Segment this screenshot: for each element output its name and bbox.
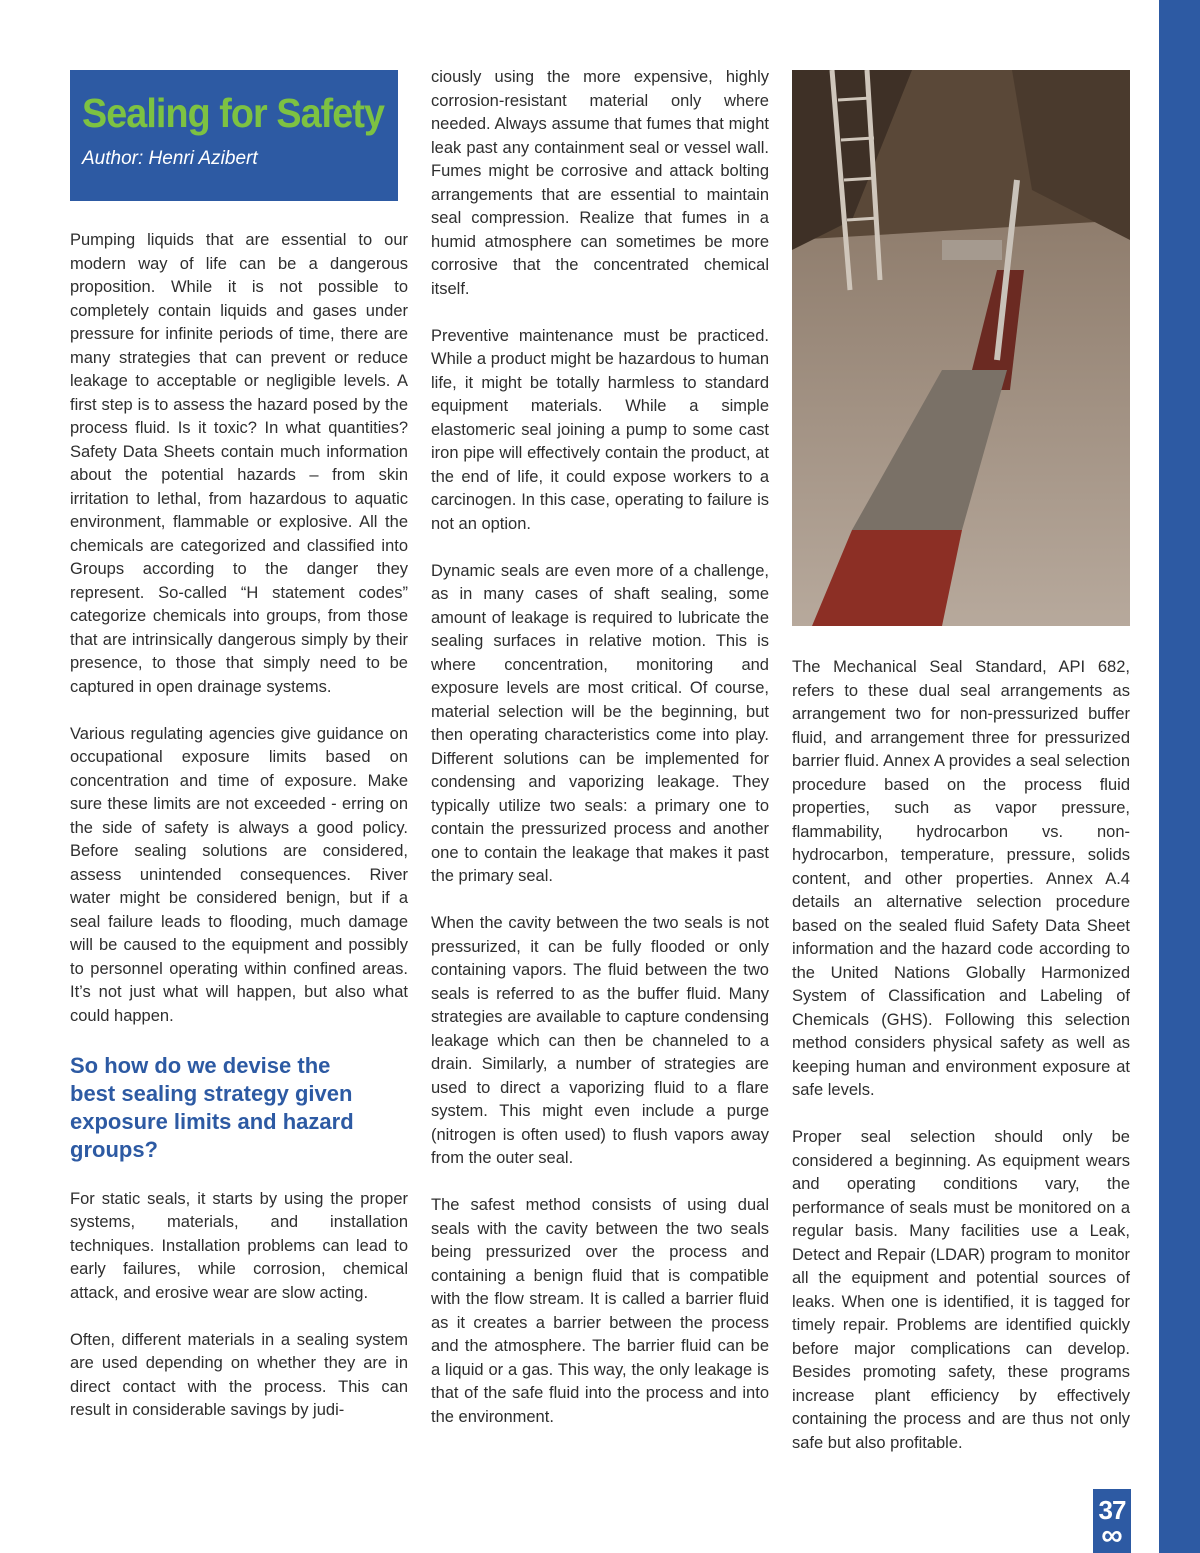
- body-paragraph: The Mechanical Seal Standard, API 682, refers to these dual seal arrangements as arrangement two for non-pressurized buffer fluid, and arrangement three for pressurized barrier fluid. Annex A provides a seal selection procedure based on the process fluid properties, such as vapor pressure, flammability, hydrocarbon vs. non-hydrocarbon, temperature, pressure, solids content, and other properties. Annex A.4 details an alternative selection procedure based on the sealed fluid Safety Data Sheet information and the hazard code according to the United Nations Globally Harmonized System of Classification and Labeling of Chemicals (GHS). Following this selection method considers physical safety as well as keeping human and environment exposure at safe levels.: [792, 658, 1130, 1099]
- article-title: Sealing for Safety: [82, 90, 385, 136]
- infinity-logo-icon: ∞: [1101, 1519, 1123, 1552]
- page-number-badge: [1093, 1489, 1131, 1553]
- body-paragraph: Often, different materials in a sealing system are used depending on whether they are in direct contact with the process. This can result in considerable savings by judi-: [70, 1330, 408, 1419]
- photo-illustration: [792, 70, 1130, 626]
- title-box: [70, 70, 398, 201]
- body-paragraph: For static seals, it starts by using the proper systems, materials, and installation techniques. Installation problems can lead to early failures, while corrosion, chemical attack, and erosive wear are slow acting.: [70, 1189, 408, 1302]
- body-paragraph: Various regulating agencies give guidance on occupational exposure limits based on concentration and time of exposure. Make sure these limits are not exceeded - erring on the side of safety is always a good policy. Before sealing solutions are considered, assess unintended consequences. River water might be considered benign, but if a seal failure leads to flooding, much damage will be caused to the equipment and possibly to personnel operating within confined areas. It’s not just what will happen, but also what could happen.: [70, 724, 408, 1025]
- body-paragraph: Dynamic seals are even more of a challenge, as in many cases of shaft sealing, some amount of leakage is required to lubricate the sealing surfaces in relative motion. This is where concentration, monitoring and exposure levels are most critical. Of course, material selection will be the beginning, but then operating characteristics come into play. Different solutions can be implemented for condensing and vaporizing leakage. They typically utilize two seals: a primary one to contain the pressurized process and another one to contain the leakage that makes it past the primary seal.: [431, 561, 769, 885]
- industrial-trench-photo: [792, 70, 1130, 626]
- article-author: Author: Henri Azibert: [82, 148, 258, 169]
- section-subheading: So how do we devise the best sealing strategy given exposure limits and hazard groups?: [70, 1052, 354, 1162]
- column-2: [431, 66, 769, 1453]
- sidebar-stripe: [1159, 0, 1200, 1553]
- body-paragraph: The safest method consists of using dual seals with the cavity between the two seals being pressurized over the process and containing a benign fluid that is compatible with the flow stream. It is called a barrier fluid as it creates a barrier between the process and the atmosphere. The barrier fluid can be a liquid or a gas. This way, the only leakage is that of the safe fluid into the process and into the environment.: [431, 1196, 769, 1426]
- body-paragraph: ciously using the more expensive, highly corrosion-resistant material only where needed. Always assume that fumes that might leak past any containment seal or vessel wall. Fumes might be corrosive and attack bolting arrangements that are essential to maintain seal compression. Realize that fumes in a humid atmosphere can sometimes be more corrosive that the concentrated chemical itself.: [431, 68, 769, 298]
- body-paragraph: Pumping liquids that are essential to our modern way of life can be a dangerous proposition. While it is not possible to completely contain liquids and gases under pressure for infinite periods of time, there are many strategies that can prevent or reduce leakage to acceptable or negligible levels. A first step is to assess the hazard posed by the process fluid. Is it toxic? In what quantities? Safety Data Sheets contain much information about the potential hazards – from skin irritation to lethal, from hazardous to aquatic environment, flammable or explosive. All the chemicals are categorized and classified into Groups according to the danger they represent. So-called “H statement codes” categorize chemicals into groups, from those that are intrinsically dangerous simply by their presence, to those that simply need to be captured in open drainage systems.: [70, 231, 408, 696]
- page-number: 37: [1098, 1495, 1126, 1525]
- body-paragraph: Preventive maintenance must be practiced. While a product might be hazardous to human life, it might be totally harmless to standard equipment materials. While a simple elastomeric seal joining a pump to some cast iron pipe will effectively contain the product, at the end of life, it could expose workers to a carcinogen. In this case, operating to failure is not an option.: [431, 326, 769, 533]
- column-3: [792, 656, 1130, 1479]
- column-1: [70, 229, 408, 1446]
- body-paragraph: When the cavity between the two seals is not pressurized, it can be fully flooded or only containing vapors. The fluid between the two seals is referred to as the buffer fluid. Many strategies are available to capture condensing leakage which can then be channeled to a drain. Similarly, a number of strategies are used to direct a vaporizing fluid to a flare system. This might even include a purge (nitrogen is often used) to flush vapors away from the outer seal.: [431, 914, 769, 1167]
- body-paragraph: Proper seal selection should only be considered a beginning. As equipment wears and operating conditions vary, the performance of seals must be monitored on a regular basis. Many facilities use a Leak, Detect and Repair (LDAR) program to monitor all the equipment and potential sources of leaks. When one is identified, it is tagged for timely repair. Problems are identified quickly before major complications can develop. Besides promoting safety, these programs increase plant efficiency by effectively containing the process and are thus not only safe but also profitable.: [792, 1128, 1130, 1452]
